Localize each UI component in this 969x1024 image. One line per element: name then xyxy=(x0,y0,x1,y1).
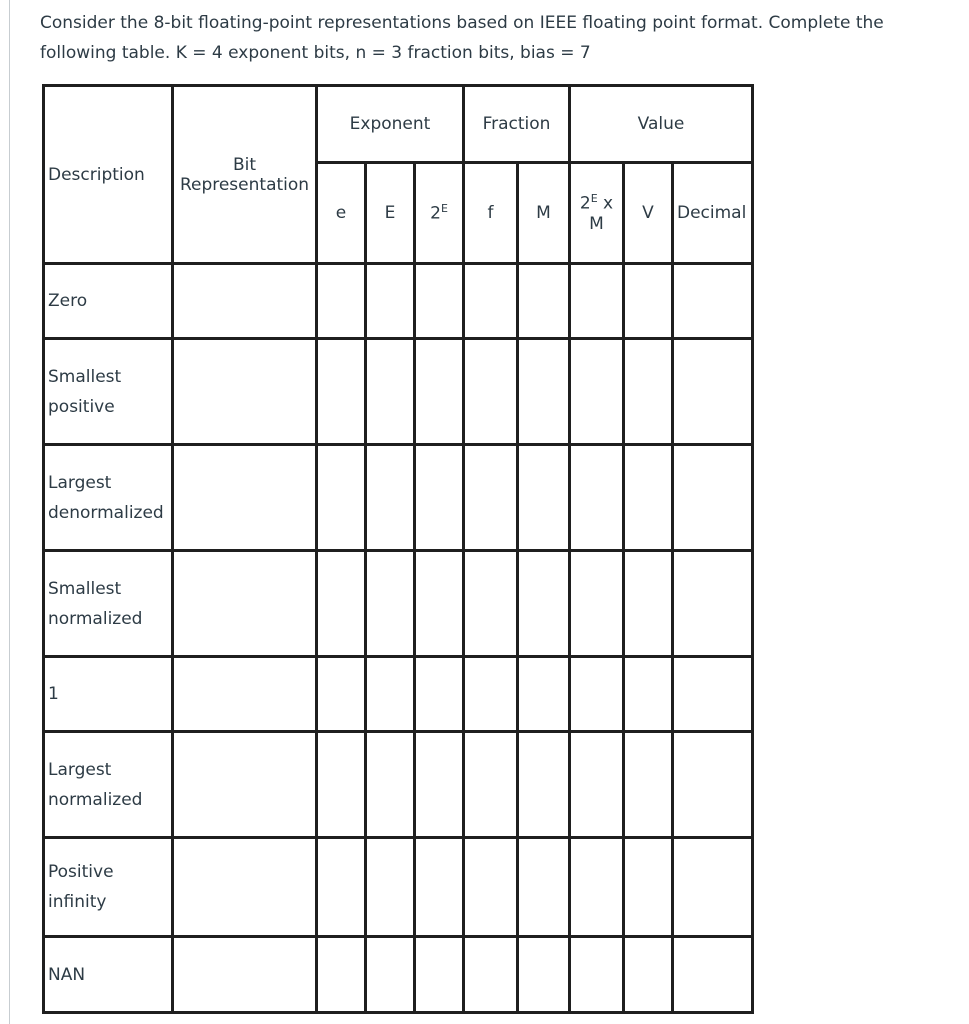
cell-M[interactable] xyxy=(518,551,570,657)
cell-bit-representation[interactable] xyxy=(173,838,317,937)
cell-E[interactable] xyxy=(366,551,415,657)
cell-2E-times-M[interactable] xyxy=(570,445,624,551)
cell-E[interactable] xyxy=(366,838,415,937)
row-description: NAN xyxy=(44,937,173,1013)
header-bit-representation: Bit Representation xyxy=(173,86,317,264)
cell-f[interactable] xyxy=(464,339,518,445)
cell-M[interactable] xyxy=(518,838,570,937)
cell-E[interactable] xyxy=(366,937,415,1013)
header-f: f xyxy=(464,163,518,264)
cell-2-pow-E[interactable] xyxy=(415,445,464,551)
row-description: Smallest normalized xyxy=(44,551,173,657)
cell-f[interactable] xyxy=(464,838,518,937)
floating-point-table xyxy=(42,84,754,1014)
cell-decimal[interactable] xyxy=(673,657,753,732)
cell-M[interactable] xyxy=(518,937,570,1013)
cell-f[interactable] xyxy=(464,732,518,838)
cell-2-pow-E[interactable] xyxy=(415,657,464,732)
cell-M[interactable] xyxy=(518,657,570,732)
cell-decimal[interactable] xyxy=(673,937,753,1013)
header-row-top xyxy=(44,86,753,163)
cell-f[interactable] xyxy=(464,657,518,732)
table-row xyxy=(44,264,753,339)
cell-2E-times-M[interactable] xyxy=(570,937,624,1013)
cell-e[interactable] xyxy=(317,264,366,339)
header-2E-times-M xyxy=(570,163,624,264)
header-V: V xyxy=(624,163,673,264)
cell-V[interactable] xyxy=(624,657,673,732)
cell-decimal[interactable] xyxy=(673,264,753,339)
cell-V[interactable] xyxy=(624,264,673,339)
row-description: Largest denormalized xyxy=(44,445,173,551)
header-M: M xyxy=(518,163,570,264)
question-prompt: Consider the 8-bit floating-point representations based on IEEE floating point format. Complete the following table. K = 4 exponent bits, n = 3 fraction bits, bias = 7 xyxy=(40,13,884,63)
cell-E[interactable] xyxy=(366,339,415,445)
cell-decimal[interactable] xyxy=(673,838,753,937)
cell-f[interactable] xyxy=(464,445,518,551)
cell-2E-times-M[interactable] xyxy=(570,551,624,657)
cell-e[interactable] xyxy=(317,551,366,657)
cell-E[interactable] xyxy=(366,732,415,838)
header-E: E xyxy=(366,163,415,264)
row-description: Smallest positive xyxy=(44,339,173,445)
cell-M[interactable] xyxy=(518,445,570,551)
cell-2E-times-M[interactable] xyxy=(570,838,624,937)
cell-decimal[interactable] xyxy=(673,732,753,838)
cell-2-pow-E[interactable] xyxy=(415,838,464,937)
cell-bit-representation[interactable] xyxy=(173,937,317,1013)
row-description: Zero xyxy=(44,264,173,339)
cell-2-pow-E[interactable] xyxy=(415,937,464,1013)
table-row xyxy=(44,838,753,937)
cell-bit-representation[interactable] xyxy=(173,732,317,838)
cell-2E-times-M[interactable] xyxy=(570,339,624,445)
cell-E[interactable] xyxy=(366,445,415,551)
cell-E[interactable] xyxy=(366,657,415,732)
cell-M[interactable] xyxy=(518,264,570,339)
header-description: Description xyxy=(44,86,173,264)
header-decimal: Decimal xyxy=(673,163,753,264)
row-description: Positive infinity xyxy=(44,838,173,937)
cell-bit-representation[interactable] xyxy=(173,551,317,657)
cell-decimal[interactable] xyxy=(673,339,753,445)
cell-2-pow-E[interactable] xyxy=(415,551,464,657)
cell-f[interactable] xyxy=(464,264,518,339)
cell-V[interactable] xyxy=(624,838,673,937)
header-2-pow-E-base: 2 xyxy=(430,203,441,224)
row-description: 1 xyxy=(44,657,173,732)
content-left-border xyxy=(9,0,10,1024)
cell-2-pow-E[interactable] xyxy=(415,732,464,838)
cell-M[interactable] xyxy=(518,732,570,838)
cell-E[interactable] xyxy=(366,264,415,339)
cell-2E-times-M[interactable] xyxy=(570,657,624,732)
cell-e[interactable] xyxy=(317,937,366,1013)
header-2E-times-M-base: 2 xyxy=(579,193,591,214)
table-row xyxy=(44,445,753,551)
cell-2E-times-M[interactable] xyxy=(570,264,624,339)
cell-bit-representation[interactable] xyxy=(173,264,317,339)
header-value: Value xyxy=(570,86,753,163)
header-2-pow-E-sup: E xyxy=(440,202,448,216)
cell-decimal[interactable] xyxy=(673,551,753,657)
table-row xyxy=(44,551,753,657)
cell-M[interactable] xyxy=(518,339,570,445)
header-exponent: Exponent xyxy=(317,86,464,163)
cell-e[interactable] xyxy=(317,838,366,937)
cell-V[interactable] xyxy=(624,445,673,551)
cell-e[interactable] xyxy=(317,339,366,445)
table-row xyxy=(44,339,753,445)
cell-decimal[interactable] xyxy=(673,445,753,551)
cell-bit-representation[interactable] xyxy=(173,657,317,732)
cell-bit-representation[interactable] xyxy=(173,339,317,445)
cell-V[interactable] xyxy=(624,732,673,838)
header-2E-times-M-tail: x M xyxy=(589,193,614,234)
cell-2-pow-E[interactable] xyxy=(415,264,464,339)
cell-bit-representation[interactable] xyxy=(173,445,317,551)
header-fraction: Fraction xyxy=(464,86,570,163)
cell-2-pow-E[interactable] xyxy=(415,339,464,445)
cell-V[interactable] xyxy=(624,937,673,1013)
cell-V[interactable] xyxy=(624,339,673,445)
cell-2E-times-M[interactable] xyxy=(570,732,624,838)
table-row xyxy=(44,732,753,838)
row-description: Largest normalized xyxy=(44,732,173,838)
header-2E-times-M-sup: E xyxy=(590,192,598,206)
cell-e[interactable] xyxy=(317,657,366,732)
header-2-pow-E xyxy=(415,163,464,264)
cell-f[interactable] xyxy=(464,551,518,657)
cell-e[interactable] xyxy=(317,445,366,551)
header-e: e xyxy=(317,163,366,264)
table-row xyxy=(44,937,753,1013)
cell-e[interactable] xyxy=(317,732,366,838)
table-row xyxy=(44,657,753,732)
cell-f[interactable] xyxy=(464,937,518,1013)
cell-V[interactable] xyxy=(624,551,673,657)
